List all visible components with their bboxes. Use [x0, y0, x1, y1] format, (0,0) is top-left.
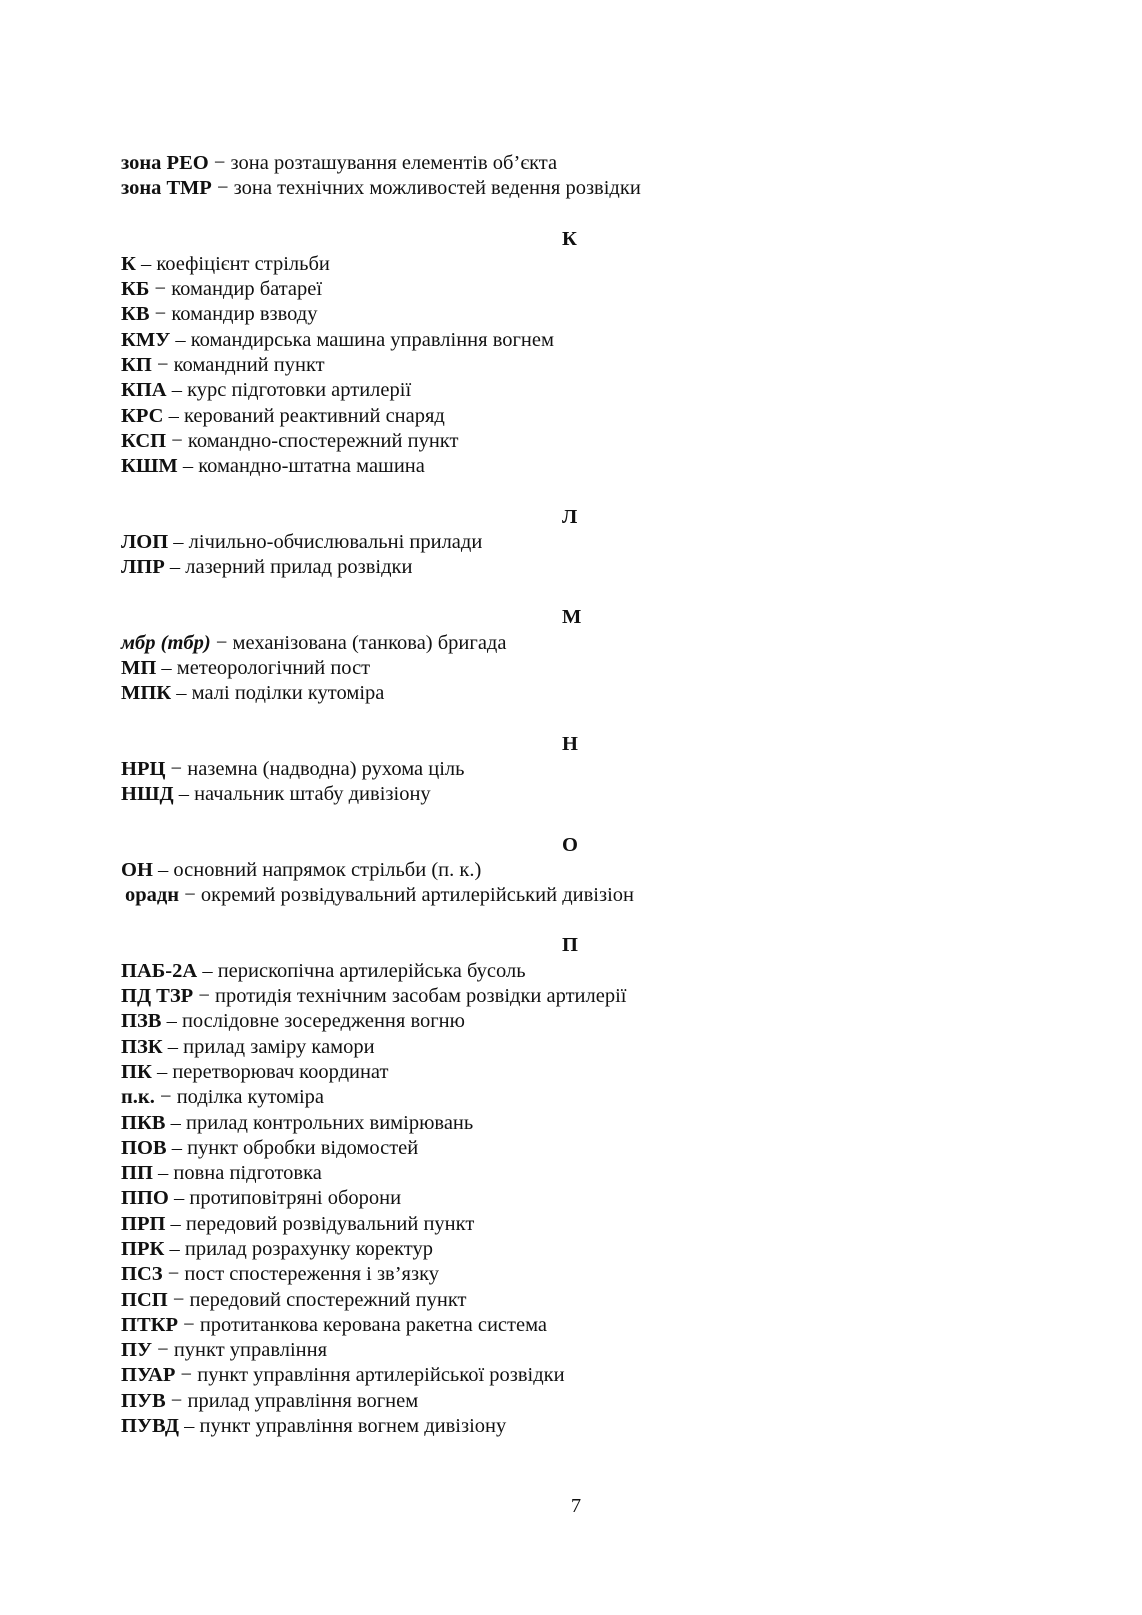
abbreviation-definition: окремий розвідувальний артилерійський дивізіон — [200, 884, 634, 907]
abbreviation-separator: – — [166, 1136, 188, 1159]
abbreviation-definition: передовий розвідувальний пункт — [185, 1212, 475, 1235]
abbreviation-separator: – — [179, 1415, 200, 1438]
abbreviation-definition: перетворювач координат — [172, 1060, 389, 1083]
abbreviation-definition: протиповітряні оборони — [189, 1187, 402, 1210]
abbreviation-definition: поділка кутоміра — [176, 1086, 325, 1109]
abbreviation-entry — [121, 404, 1021, 429]
abbreviation-separator: − — [211, 177, 234, 200]
abbreviation-separator: – — [166, 379, 188, 402]
abbreviation-separator: – — [164, 556, 186, 579]
abbreviation-separator: − — [149, 278, 172, 301]
abbreviation-term: КП — [121, 354, 152, 377]
abbreviation-entry — [121, 530, 1021, 555]
abbreviation-definition: прилад розрахунку коректур — [184, 1237, 433, 1260]
abbreviation-separator: − — [166, 429, 188, 452]
abbreviation-definition: протидія технічним засобам розвідки артилерії — [215, 985, 627, 1008]
abbreviation-separator: − — [178, 1313, 200, 1336]
abbreviation-term: ПРП — [121, 1212, 166, 1235]
abbreviation-separator: − — [210, 631, 233, 654]
abbreviation-definition: командно-спостережний пункт — [187, 429, 459, 452]
abbreviation-definition: командно-штатна машина — [198, 455, 425, 478]
abbreviation-definition: керований реактивний снаряд — [183, 404, 445, 427]
abbreviation-entry — [121, 151, 1021, 176]
abbreviation-separator: − — [149, 303, 172, 326]
abbreviation-entry — [121, 1237, 1021, 1262]
abbreviation-entry — [121, 1161, 1021, 1186]
abbreviation-term: ПП — [121, 1162, 153, 1185]
section-letter-heading: К — [562, 227, 577, 250]
abbreviation-separator: – — [165, 1212, 186, 1235]
abbreviation-definition: командирська машина управління вогнем — [190, 328, 554, 351]
abbreviation-definition: повна підготовка — [173, 1162, 322, 1185]
abbreviation-separator: − — [179, 884, 201, 907]
abbreviation-term: ОН — [121, 858, 153, 881]
abbreviation-separator: – — [163, 404, 184, 427]
abbreviation-entry — [121, 1414, 1021, 1439]
abbreviation-term: ПУ — [121, 1339, 152, 1362]
abbreviation-separator: – — [177, 455, 199, 478]
abbreviation-entry — [121, 656, 1021, 681]
abbreviation-term: КВ — [121, 303, 150, 326]
abbreviation-separator: – — [173, 783, 195, 806]
abbreviation-term: ПЗК — [121, 1035, 163, 1058]
abbreviation-separator: – — [197, 959, 218, 982]
abbreviation-definition: пункт управління — [173, 1339, 328, 1362]
abbreviation-definition: командир взводу — [171, 303, 318, 326]
abbreviation-term: ПАБ-2А — [121, 959, 198, 982]
abbreviation-entry — [121, 1288, 1021, 1313]
abbreviation-definition: зона розташування елементів об’єкта — [230, 152, 558, 174]
abbreviation-entry — [121, 429, 1021, 454]
abbreviation-entry — [121, 1338, 1021, 1363]
page-number: 7 — [570, 1495, 582, 1517]
abbreviation-separator: – — [168, 530, 189, 553]
abbreviation-term: К — [121, 252, 136, 275]
abbreviation-term: зона РЕО — [121, 152, 209, 174]
abbreviation-separator: – — [171, 682, 192, 705]
abbreviation-entry — [121, 631, 1021, 656]
abbreviation-entry — [121, 1389, 1021, 1414]
abbreviation-term: КМУ — [121, 328, 171, 351]
abbreviation-entry — [121, 1060, 1021, 1085]
abbreviation-term: НРЦ — [121, 757, 166, 780]
abbreviation-term: ПУАР — [121, 1364, 176, 1387]
abbreviation-entry — [121, 1136, 1021, 1161]
abbreviation-entry — [121, 1111, 1021, 1136]
abbreviation-term: ПРК — [121, 1237, 165, 1260]
abbreviation-term: ПУВД — [121, 1415, 179, 1438]
abbreviation-entry — [121, 378, 1021, 403]
abbreviation-term: ПСЗ — [121, 1263, 163, 1286]
abbreviation-term: НШД — [121, 783, 174, 806]
abbreviation-entry — [121, 252, 1021, 277]
abbreviation-term: ППО — [121, 1187, 169, 1210]
abbreviation-entry — [121, 176, 1021, 201]
abbreviation-entry — [121, 984, 1021, 1009]
abbreviation-definition: начальник штабу дивізіону — [194, 783, 431, 806]
abbreviation-separator: – — [161, 1010, 182, 1033]
abbreviation-separator: – — [152, 858, 174, 881]
abbreviation-separator: − — [154, 1086, 177, 1109]
abbreviations-list — [121, 151, 1021, 1439]
abbreviation-separator: − — [151, 354, 174, 377]
abbreviation-separator: − — [162, 1263, 185, 1286]
abbreviation-entry — [121, 1085, 1021, 1110]
abbreviation-definition: прилад управління вогнем — [187, 1389, 419, 1412]
abbreviation-definition: прилад контрольних вимірювань — [185, 1111, 474, 1134]
abbreviation-entry — [121, 858, 1021, 883]
abbreviation-term: ПЗВ — [121, 1010, 162, 1033]
abbreviation-definition: метеорологічний пост — [176, 657, 371, 680]
abbreviation-definition: пункт управління вогнем дивізіону — [199, 1415, 507, 1438]
abbreviation-separator: – — [164, 1237, 185, 1260]
abbreviation-definition: прилад заміру камори — [183, 1035, 375, 1058]
abbreviation-separator: – — [156, 657, 177, 680]
abbreviation-definition: коефіцієнт стрільби — [156, 252, 330, 275]
abbreviation-separator: – — [170, 328, 191, 351]
abbreviation-term: ПОВ — [121, 1136, 167, 1159]
abbreviation-entry — [121, 1212, 1021, 1237]
abbreviation-term: ПСП — [121, 1288, 168, 1311]
abbreviation-entry — [121, 1363, 1021, 1388]
abbreviation-definition: протитанкова керована ракетна система — [199, 1313, 547, 1336]
abbreviation-definition: перископічна артилерійська бусоль — [217, 959, 526, 982]
abbreviation-term: п.к. — [121, 1086, 155, 1109]
abbreviation-term: ЛПР — [121, 556, 165, 579]
abbreviation-definition: основний напрямок стрільби (п. к.) — [173, 858, 482, 881]
abbreviation-definition: курс підготовки артилерії — [187, 379, 412, 402]
abbreviation-term: ПД ТЗР — [121, 985, 194, 1008]
abbreviation-term: мбр (тбр) — [121, 631, 211, 654]
abbreviation-term: КПА — [121, 379, 167, 402]
abbreviation-definition: наземна (надводна) рухома ціль — [187, 757, 465, 780]
abbreviation-entry — [121, 302, 1021, 327]
abbreviation-term: МПК — [121, 682, 172, 705]
section-letter-heading: Л — [562, 505, 578, 528]
abbreviation-definition: пункт обробки відомостей — [187, 1136, 419, 1159]
abbreviation-entry — [121, 1035, 1021, 1060]
abbreviation-separator: – — [152, 1162, 174, 1185]
abbreviation-entry — [121, 681, 1021, 706]
abbreviation-definition: лічильно-обчислювальні прилади — [188, 530, 483, 553]
abbreviation-separator: – — [151, 1060, 173, 1083]
abbreviation-term: ПУВ — [121, 1389, 166, 1412]
abbreviation-term: ПК — [121, 1060, 152, 1083]
abbreviation-term: ПТКР — [121, 1313, 179, 1336]
abbreviation-term: КСП — [121, 429, 167, 452]
abbreviation-definition: послідовне зосередження вогню — [181, 1010, 465, 1033]
abbreviation-term: зона ТМР — [121, 177, 212, 200]
abbreviation-entry — [121, 959, 1021, 984]
abbreviation-entry — [121, 757, 1021, 782]
section-letter-heading: М — [562, 606, 582, 629]
abbreviation-definition: командир батареї — [171, 278, 323, 301]
abbreviation-definition: передовий спостережний пункт — [189, 1288, 467, 1311]
abbreviation-separator: – — [168, 1187, 190, 1210]
abbreviation-definition: лазерний прилад розвідки — [185, 556, 413, 579]
abbreviation-definition: пункт управління артилерійської розвідки — [197, 1364, 565, 1387]
abbreviation-separator: − — [175, 1364, 198, 1387]
abbreviation-entry — [121, 328, 1021, 353]
abbreviation-separator: − — [152, 1339, 174, 1362]
abbreviation-entry — [121, 782, 1021, 807]
abbreviation-entry — [121, 1186, 1021, 1211]
section-letter-heading: П — [562, 934, 578, 957]
abbreviation-separator: − — [165, 1389, 188, 1412]
abbreviation-definition: зона технічних можливостей ведення розвідки — [233, 177, 641, 200]
abbreviation-term: ПКВ — [121, 1111, 166, 1134]
abbreviation-separator: − — [167, 1288, 190, 1311]
abbreviation-separator: – — [162, 1035, 184, 1058]
abbreviation-term: МП — [121, 657, 157, 680]
abbreviation-definition: командний пункт — [173, 354, 325, 377]
section-letter-heading: Н — [562, 732, 578, 755]
abbreviation-separator: − — [208, 152, 231, 174]
abbreviation-definition: пост спостереження і зв’язку — [184, 1263, 439, 1286]
abbreviation-definition: малі поділки кутоміра — [191, 682, 385, 705]
abbreviation-separator: − — [193, 985, 216, 1008]
abbreviation-entry — [121, 277, 1021, 302]
section-letter-heading: О — [562, 833, 578, 856]
abbreviation-entry — [121, 1262, 1021, 1287]
abbreviation-entry — [121, 883, 1021, 908]
abbreviation-entry — [121, 555, 1021, 580]
abbreviation-separator: – — [135, 252, 157, 275]
abbreviation-separator: – — [165, 1111, 186, 1134]
abbreviation-entry — [121, 353, 1021, 378]
abbreviation-separator: − — [165, 757, 188, 780]
abbreviation-term: КБ — [121, 278, 150, 301]
abbreviation-term: ЛОП — [121, 530, 169, 553]
abbreviation-term: КРС — [121, 404, 164, 427]
abbreviation-definition: механізована (танкова) бригада — [232, 631, 507, 654]
abbreviation-entry — [121, 1009, 1021, 1034]
abbreviation-term: орадн — [125, 884, 180, 907]
abbreviation-entry — [121, 1313, 1021, 1338]
abbreviation-entry — [121, 454, 1021, 479]
abbreviation-term: КШМ — [121, 455, 178, 478]
